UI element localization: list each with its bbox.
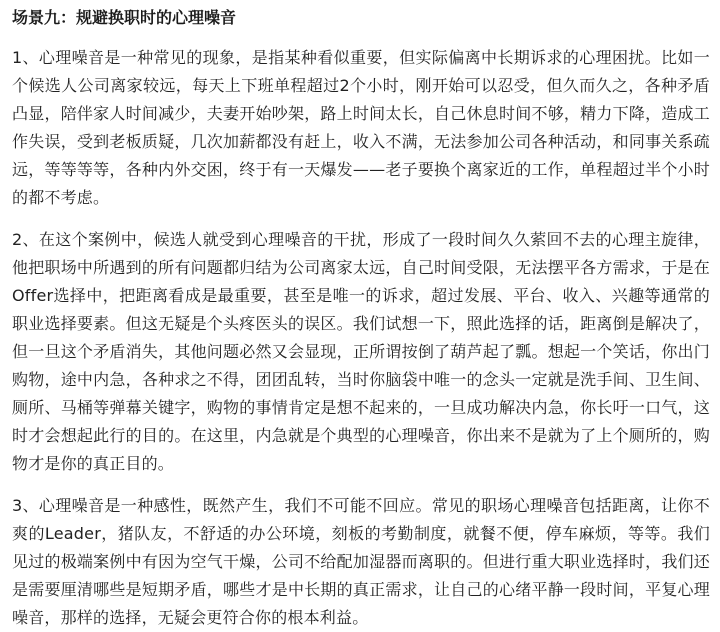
paragraph-2: 2、在这个案例中，候选人就受到心理噪音的干扰，形成了一段时间久久萦回不去的心理主旋律，他把职场中所遇到的所有问题都归结为公司离家太远，自己时间受限，无法摆平各方需求，于是在Offer选择中，把距离看成是最重要，甚至是唯一的诉求，超过发展、平台、收入、兴趣等通常的职业选择要素。但这无疑是个头疼医头的误区。我们试想一下，照此选择的话，距离倒是解决了，但一旦这个矛盾消失，其他问题必然又会显现，正所谓按倒了葫芦起了瓢。想起一个笑话，你出门购物，途中内急，各种求之不得，团团乱转，当时你脑袋中唯一的念头一定就是洗手间、卫生间、厕所、马桶等弹幕关键字，购物的事情肯定是想不起来的，一旦成功解决内急，你长吁一口气，这时才会想起此行的目的。在这里，内急就是个典型的心理噪音，你出来不是就为了上个厕所的，购物才是你的真正目的。 <box>12 230 710 473</box>
section-title: 场景九：规避换职时的心理噪音 <box>12 8 237 27</box>
paragraph-3: 3、心理噪音是一种感性，既然产生，我们不可能不回应。常见的职场心理噪音包括距离，让你不爽的Leader，猪队友，不舒适的办公环境，刻板的考勤制度，就餐不便，停车麻烦，等等。我们见过的极端案例中有因为空气干燥，公司不给配加湿器而离职的。但进行重大职业选择时，我们还是需要厘清哪些是短期矛盾，哪些才是中长期的真正需求，让自己的心绪平静一段时间，平复心理噪音，那样的选择，无疑会更符合你的根本利益。 <box>12 496 710 627</box>
paragraph-1: 1、心理噪音是一种常见的现象，是指某种看似重要，但实际偏离中长期诉求的心理困扰。比如一个候选人公司离家较远，每天上下班单程超过2个小时，刚开始可以忍受，但久而久之，各种矛盾凸显，陪伴家人时间减少，夫妻开始吵架，路上时间太长，自己休息时间不够，精力下降，造成工作失误，受到老板质疑，几次加薪都没有赶上，收入不满，无法参加公司各种活动，和同事关系疏远，等等等等，各种内外交困，终于有一天爆发——老子要换个离家近的工作，单程超过半个小时的都不考虑。 <box>12 48 710 207</box>
